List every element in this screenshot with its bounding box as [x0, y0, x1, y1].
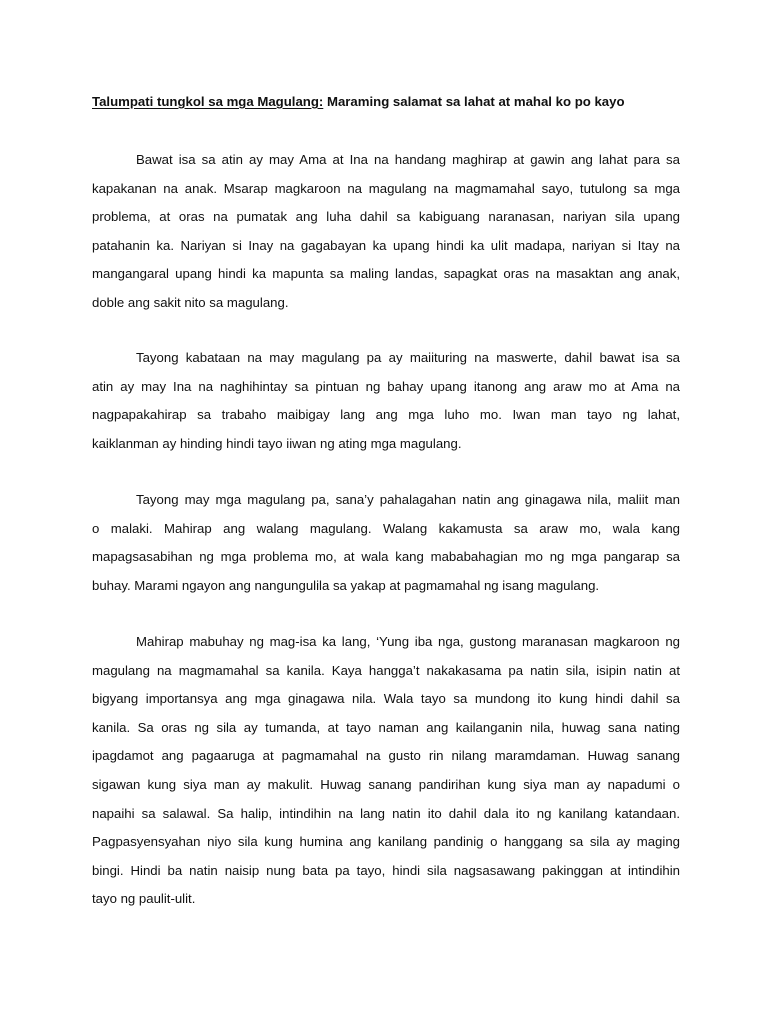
paragraph-line: patahanin ka. Nariyan si Inay na gagabayan ka upang hindi ka ulit madapa, nariyan si Itay na [92, 237, 680, 253]
paragraph-2 [92, 344, 680, 458]
paragraph-line: mangangaral upang hindi ka mapunta sa maling landas, sapagkat oras na masaktan ang anak, [92, 266, 680, 282]
paragraph-line: bingi. Hindi ba natin naisip nung bata pa tayo, hindi sila nagsasawang pakinggan at intindihin [92, 862, 680, 878]
document-title [92, 94, 625, 109]
paragraph-line: mapagsasabihan ng mga problema mo, at wala kang mababahagian mo ng mga pangarap sa [92, 549, 680, 565]
paragraph-line: Bawat isa sa atin ay may Ama at Ina na handang maghirap at gawin ang lahat para sa [136, 152, 680, 167]
paragraph-1 [92, 146, 680, 318]
paragraph-line: Pagpasyensyahan niyo sila kung humina ang kanilang pandinig o hanggang sa sila ay maging [92, 834, 680, 850]
paragraph-line: Mahirap mabuhay ng mag-isa ka lang, ‘Yung iba nga, gustong maranasan magkaroon ng [136, 634, 680, 649]
paragraph-line: problema, at oras na pumatak ang luha dahil sa kabiguang naranasan, nariyan sila upang [92, 209, 680, 225]
paragraph-4 [92, 628, 680, 914]
paragraph-line: Tayong kabataan na may magulang pa ay maiituring na maswerte, dahil bawat isa sa [136, 350, 680, 365]
paragraph-line: bigyang importansya ang mga ginagawa nila. Wala tayo sa mundong ito kung hindi dahil sa [92, 691, 680, 707]
paragraph-line: kanila. Sa oras ng sila ay tumanda, at tayo naman ang kailanganin nila, huwag sana nating [92, 719, 680, 735]
paragraph-line: Tayong may mga magulang pa, sana’y pahalagahan natin ang ginagawa nila, maliit man [136, 492, 680, 507]
paragraph-line: o malaki. Mahirap ang walang magulang. Walang kakamusta sa araw mo, wala kang [92, 520, 680, 536]
paragraph-line: tayo ng paulit-ulit. [92, 891, 196, 907]
paragraph-line: sigawan kung siya man ay makulit. Huwag sanang pandirihan kung siya man ay napadumi o [92, 776, 680, 792]
paragraph-line: atin ay may Ina na naghihintay sa pintuan ng bahay upang itanong ang araw mo at Ama na [92, 378, 680, 394]
paragraph-line: napaihi sa salawal. Sa halip, intindihin na lang natin ito dahil dala ito ng kanilang katandaan. [92, 805, 680, 821]
paragraph-3 [92, 486, 680, 600]
paragraph-line: doble ang sakit nito sa magulang. [92, 294, 289, 310]
paragraph-line: buhay. Marami ngayon ang nangungulila sa yakap at pagmamahal ng isang magulang. [92, 577, 600, 593]
paragraph-line: magulang na magmamahal sa kanila. Kaya hangga’t nakakasama pa natin sila, isipin natin at [92, 662, 680, 678]
title-underlined-part: Talumpati tungkol sa mga Magulang: [92, 94, 324, 109]
title-rest-part: Maraming salamat sa lahat at mahal ko po kayo [323, 94, 625, 109]
paragraph-line: kaiklanman ay hinding hindi tayo iiwan ng ating mga magulang. [92, 435, 462, 451]
paragraph-line: kapakanan na anak. Msarap magkaroon na magulang na magmamahal sayo, tutulong sa mga [92, 180, 680, 196]
paragraph-line: nagpapakahirap sa trabaho maibigay lang ang mga luho mo. Iwan man tayo ng lahat, [92, 407, 680, 423]
paragraph-line: ipagdamot ang pagaaruga at pagmamahal na gusto rin nilang maramdaman. Huwag sanang [92, 748, 680, 764]
